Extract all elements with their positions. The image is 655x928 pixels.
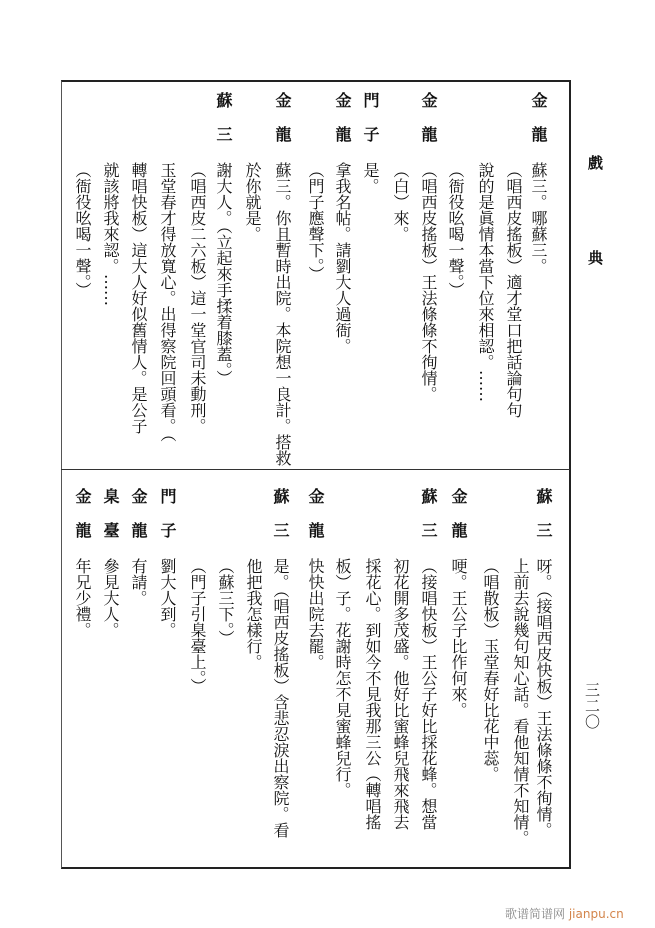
- watermark-url: jianpu.cn: [568, 907, 624, 921]
- script-line: （接唱快板）王公子好比採花蜂。想當: [419, 558, 438, 830]
- script-line: （門子應聲下。）: [306, 162, 325, 282]
- script-line: （唱西皮搖板）適才堂口把話論句句: [504, 162, 523, 418]
- speaker-name: 蘇三: [419, 488, 438, 556]
- speaker-name: 金龍: [449, 488, 468, 556]
- script-line: 於你就是。: [243, 162, 262, 242]
- script-line: 蘇三。你且暫時出院。本院想一良計。搭救: [273, 162, 292, 466]
- speaker-name: 蘇三: [271, 488, 290, 556]
- script-line: 玉堂春才得放寬心。出得察院回頭看。（: [158, 162, 177, 442]
- script-line: 快快出院去罷。: [306, 558, 325, 670]
- script-line: 採花心。到如今不見我那三公（轉唱搖: [363, 558, 382, 830]
- script-line: 是。: [361, 162, 380, 194]
- speaker-name: 金龍: [73, 488, 92, 556]
- page-number: 三二〇: [583, 682, 601, 730]
- watermark: [505, 905, 624, 922]
- speaker-name: 蘇三: [534, 488, 553, 556]
- script-line: （衙役吆喝一聲。）: [446, 162, 465, 298]
- script-line: 蘇三。哪蘇三。: [529, 162, 548, 274]
- script-line: （蘇三下。）: [216, 558, 235, 646]
- script-line: 哽。王公子比作何來。: [449, 558, 468, 718]
- speaker-name: 金龍: [129, 488, 148, 556]
- script-line: 呀。（接唱西皮快板）王法條條不徇情。: [534, 558, 553, 838]
- script-line: （白）來。: [391, 162, 410, 242]
- script-line: （衙役吆喝一聲。）: [73, 162, 92, 298]
- script-line: 初花開多茂盛。他好比蜜蜂兒飛來飛去: [391, 558, 410, 830]
- script-line: （唱西皮二六板）這一堂官司未動刑。: [188, 162, 207, 434]
- script-line: 拿我名帖。請劉大人過衙。: [333, 162, 352, 354]
- script-line: 是。（唱西皮搖板）含悲忍淚出察院。看: [271, 558, 290, 838]
- script-line: 板）子。花謝時怎不見蜜蜂兒行。: [333, 558, 352, 798]
- section-divider: [61, 469, 570, 470]
- script-line: 上前去說幾句知心話。看他知情不知情。: [511, 558, 530, 846]
- speaker-name: 金龍: [529, 92, 548, 160]
- script-line: （門子引臬臺上。）: [188, 558, 207, 694]
- speaker-name: 金龍: [333, 92, 352, 160]
- speaker-name: 門子: [158, 488, 177, 556]
- script-line: 說的是眞情本當下位來相認。……: [476, 162, 495, 402]
- script-line: 有請。: [129, 558, 148, 606]
- script-line: 劉大人到。: [158, 558, 177, 638]
- speaker-name: 門子: [361, 92, 380, 160]
- speaker-name: 金龍: [419, 92, 438, 160]
- script-line: （唱散板）玉堂春好比花中蕊。: [481, 558, 500, 782]
- script-line: 參見大人。: [101, 558, 120, 638]
- speaker-name: 臬臺: [101, 488, 120, 556]
- script-line: 年兄少禮。: [73, 558, 92, 638]
- script-line: 就該將我來認。……: [101, 162, 120, 306]
- speaker-name: 蘇三: [214, 92, 233, 160]
- script-line: 轉唱快板）這大人好似舊情人。是公子: [129, 162, 148, 434]
- speaker-name: 金龍: [273, 92, 292, 160]
- running-title-2: 典: [586, 250, 604, 265]
- script-line: 謝大人。（立起來手揉着膝蓋。）: [214, 162, 233, 386]
- script-line: 他把我怎樣行。: [244, 558, 263, 670]
- watermark-site-name: 歌谱简谱网: [505, 907, 566, 921]
- speaker-name: 金龍: [306, 488, 325, 556]
- script-line: （唱西皮搖板）王法條條不徇情。: [419, 162, 438, 402]
- running-title-1: 戲: [586, 155, 604, 170]
